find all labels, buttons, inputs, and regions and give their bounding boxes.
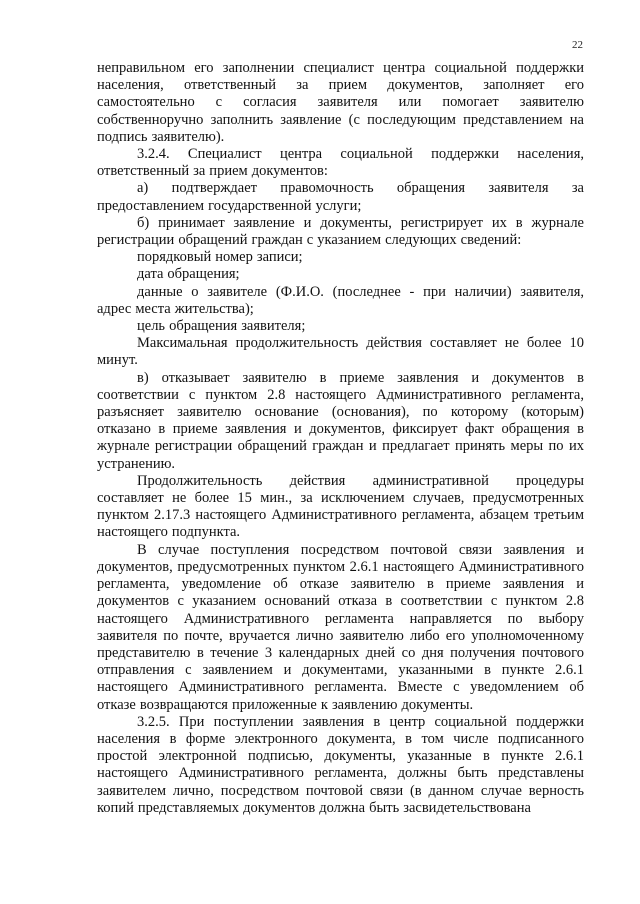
paragraph: б) принимает заявление и документы, регистрирует их в журнале регистрации обращений граждан с указанием следующих сведений: <box>97 214 584 249</box>
paragraph: порядковый номер записи; <box>137 249 303 266</box>
paragraph: Продолжительность действия административной процедуры составляет не более 15 мин., за исключением случаев, предусмотренных пунктом 2.17.3 настоящего Административного регламента, абзацем третьим настоящего подпункта. <box>97 472 584 541</box>
paragraph: В случае поступления посредством почтовой связи заявления и документов, предусмотренных пунктом 2.6.1 настоящего Административного регламента, уведомление об отказе заявителю в приеме заявления и документов с указанием оснований отказа в соответствии с пунктом 2.8 настоящего Административного регламента направляется по выбору заявителя по почте, вручается лично заявителю либо его уполномоченному представителю в течение 3 календарных дней со дня получения почтового отправления с заявлением и документами, указанными в пункте 2.6.1 настоящего Административного регламента. Вместе с уведомлением об отказе возвращаются приложенные к заявлению документы. <box>97 541 584 713</box>
paragraph: неправильном его заполнении специалист центра социальной поддержки населения, ответственный за прием документов, заполняет его самостоятельно с согласия заявителя или помогает заявителю собственноручно заполнить заявление (с последующим представлением на подпись заявителю). <box>97 60 584 145</box>
paragraph: цель обращения заявителя; <box>137 318 306 335</box>
paragraph: данные о заявителе (Ф.И.О. (последнее - при наличии) заявителя, адрес места жительства); <box>97 283 584 317</box>
paragraph: дата обращения; <box>137 266 240 283</box>
paragraph: 3.2.5. При поступлении заявления в центр социальной поддержки населения в форме электронного документа, в том числе подписанного простой электронной подписью, документы, указанные в пункте 2.6.1 настоящего Административного регламента, должны быть представлены заявителем лично, посредством почтовой связи (в данном случае верность копий представляемых документов должна быть засвидетельствована <box>97 713 584 816</box>
document-body <box>97 60 584 817</box>
paragraph: в) отказывает заявителю в приеме заявления и документов в соответствии с пунктом 2.8 настоящего Административного регламента, разъясняет заявителю основание (основания), по которому (которым) отказано в приеме заявления и документов, фиксирует факт обращения в журнале регистрации обращений граждан и предлагает принять меры по их устранению. <box>97 369 584 472</box>
paragraph: а) подтверждает правомочность обращения заявителя за предоставлением государственной услуги; <box>97 180 584 214</box>
paragraph: 3.2.4. Специалист центра социальной поддержки населения, ответственный за прием документов: <box>97 146 584 180</box>
page-number: 22 <box>572 39 583 51</box>
paragraph: Максимальная продолжительность действия составляет не более 10 минут. <box>97 335 584 369</box>
